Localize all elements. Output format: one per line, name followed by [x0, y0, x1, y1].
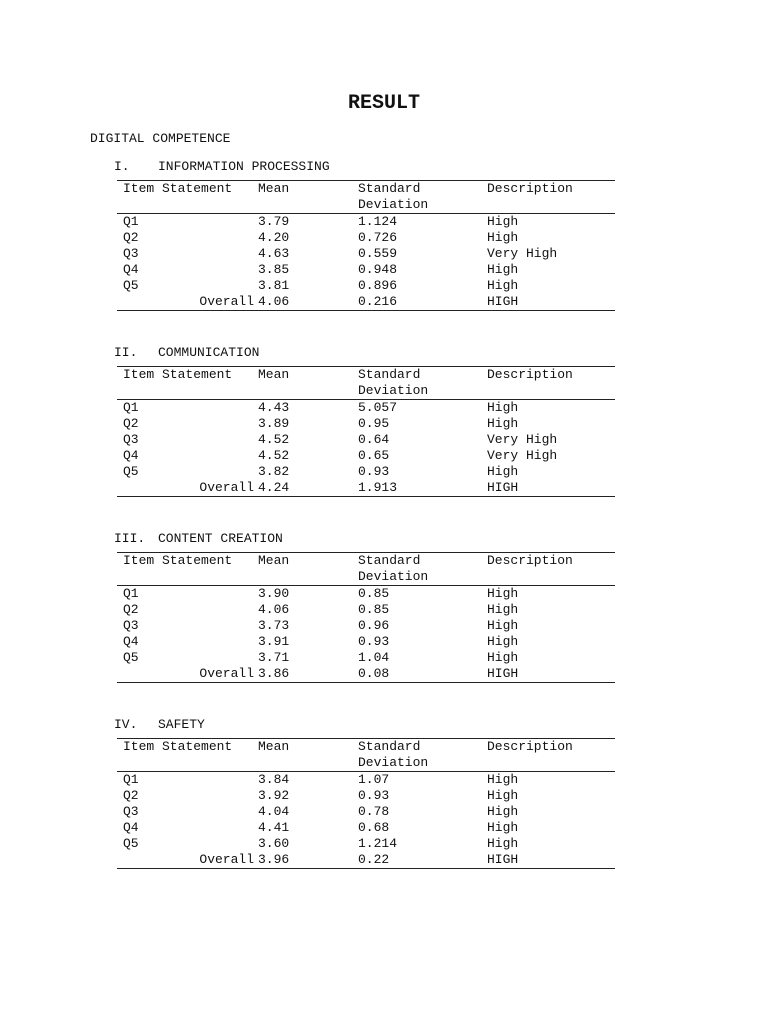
cell-sd: 0.85: [358, 602, 390, 617]
header-standard-deviation: [358, 181, 487, 214]
section-number: III.: [114, 531, 146, 546]
header-sd-line1: Standard: [358, 553, 421, 568]
header-description: Description: [487, 553, 573, 568]
header-sd-line2: Deviation: [358, 383, 429, 398]
cell-item: Q4: [123, 634, 139, 649]
header-item-statement: Item Statement: [123, 739, 233, 754]
cell-overall-description: HIGH: [487, 852, 519, 867]
cell-sd: 1.124: [358, 214, 398, 229]
cell-sd: 1.04: [358, 650, 390, 665]
cell-mean: 3.60: [258, 836, 290, 851]
cell-item: Q2: [123, 788, 139, 803]
table-row: [117, 586, 615, 603]
cell-mean: 3.92: [258, 788, 290, 803]
cell-item: Q2: [123, 230, 139, 245]
cell-sd: 0.85: [358, 586, 390, 601]
cell-description: High: [487, 400, 519, 415]
cell-mean: 4.63: [258, 246, 290, 261]
cell-sd: 1.214: [358, 836, 398, 851]
results-table: [117, 738, 615, 869]
header-description: Description: [487, 739, 573, 754]
section-group-title: DIGITAL COMPETENCE: [90, 131, 231, 146]
table-row: [117, 602, 615, 618]
header-sd-line2: Deviation: [358, 197, 429, 212]
header-item-statement: Item Statement: [123, 553, 233, 568]
cell-description: High: [487, 634, 519, 649]
results-table: [117, 366, 615, 497]
cell-description: High: [487, 650, 519, 665]
header-sd-line1: Standard: [358, 367, 421, 382]
cell-mean: 3.89: [258, 416, 290, 431]
cell-description: High: [487, 820, 519, 835]
cell-description: High: [487, 788, 519, 803]
table-header-row: [117, 367, 615, 400]
cell-mean: 3.84: [258, 772, 290, 787]
header-item-statement: Item Statement: [123, 181, 233, 196]
cell-description: High: [487, 804, 519, 819]
cell-mean: 3.71: [258, 650, 290, 665]
cell-description: High: [487, 602, 519, 617]
cell-mean: 3.81: [258, 278, 290, 293]
cell-mean: 3.82: [258, 464, 290, 479]
cell-mean: 4.20: [258, 230, 290, 245]
header-mean: Mean: [258, 739, 290, 754]
cell-description: High: [487, 464, 519, 479]
cell-mean: 4.04: [258, 804, 290, 819]
table-row: [117, 804, 615, 820]
cell-mean: 4.52: [258, 448, 290, 463]
section-name: SAFETY: [158, 717, 205, 732]
section-number: II.: [114, 345, 138, 360]
cell-item: Q3: [123, 804, 139, 819]
cell-mean: 4.43: [258, 400, 290, 415]
section-number: I.: [114, 159, 130, 174]
header-sd-line2: Deviation: [358, 755, 429, 770]
cell-description: High: [487, 772, 519, 787]
cell-description: High: [487, 214, 519, 229]
cell-mean: 3.90: [258, 586, 290, 601]
table-row: [117, 634, 615, 650]
overall-row: [117, 294, 615, 311]
cell-sd: 0.93: [358, 634, 390, 649]
cell-overall-description: HIGH: [487, 294, 519, 309]
cell-item: Q4: [123, 262, 139, 277]
cell-overall-mean: 4.06: [258, 294, 290, 309]
overall-row: [117, 666, 615, 683]
table-section: [0, 159, 768, 359]
table-row: [117, 772, 615, 789]
table-row: [117, 278, 615, 294]
cell-description: Very High: [487, 448, 558, 463]
cell-mean: 4.06: [258, 602, 290, 617]
table-row: [117, 214, 615, 231]
cell-overall-label: Overall: [199, 852, 254, 867]
cell-item: Q2: [123, 602, 139, 617]
header-description: Description: [487, 367, 573, 382]
results-table: [117, 552, 615, 683]
section-name: COMMUNICATION: [158, 345, 260, 360]
overall-row: [117, 480, 615, 497]
cell-sd: 0.93: [358, 788, 390, 803]
header-standard-deviation: [358, 553, 487, 586]
cell-description: High: [487, 836, 519, 851]
cell-item: Q1: [123, 772, 139, 787]
table-row: [117, 432, 615, 448]
cell-item: Q1: [123, 586, 139, 601]
cell-mean: 3.85: [258, 262, 290, 277]
cell-description: High: [487, 416, 519, 431]
cell-item: Q4: [123, 820, 139, 835]
cell-sd: 1.07: [358, 772, 390, 787]
cell-sd: 0.559: [358, 246, 398, 261]
cell-sd: 0.948: [358, 262, 398, 277]
section-name: INFORMATION PROCESSING: [158, 159, 330, 174]
table-row: [117, 416, 615, 432]
cell-item: Q5: [123, 650, 139, 665]
header-mean: Mean: [258, 181, 290, 196]
cell-sd: 0.896: [358, 278, 398, 293]
header-item-statement: Item Statement: [123, 367, 233, 382]
table-row: [117, 650, 615, 666]
header-mean: Mean: [258, 367, 290, 382]
table-header-row: [117, 739, 615, 772]
header-mean: Mean: [258, 553, 290, 568]
document-title: RESULT: [347, 92, 420, 115]
cell-mean: 3.91: [258, 634, 290, 649]
cell-description: Very High: [487, 246, 558, 261]
header-standard-deviation: [358, 367, 487, 400]
cell-item: Q2: [123, 416, 139, 431]
table-header-row: [117, 181, 615, 214]
table-row: [117, 464, 615, 480]
cell-overall-mean: 3.86: [258, 666, 290, 681]
cell-item: Q5: [123, 278, 139, 293]
table-row: [117, 836, 615, 852]
cell-overall-sd: 0.08: [358, 666, 390, 681]
cell-sd: 0.68: [358, 820, 390, 835]
cell-item: Q1: [123, 214, 139, 229]
cell-sd: 5.057: [358, 400, 398, 415]
section-number: IV.: [114, 717, 138, 732]
header-standard-deviation: [358, 739, 487, 772]
header-sd-line1: Standard: [358, 739, 421, 754]
cell-description: High: [487, 278, 519, 293]
cell-item: Q3: [123, 246, 139, 261]
table-section: [0, 717, 768, 917]
table-row: [117, 788, 615, 804]
cell-mean: 3.79: [258, 214, 290, 229]
cell-description: High: [487, 618, 519, 633]
cell-overall-label: Overall: [199, 480, 254, 495]
cell-sd: 0.93: [358, 464, 390, 479]
cell-sd: 0.726: [358, 230, 398, 245]
table-row: [117, 246, 615, 262]
table-section: [0, 531, 768, 731]
header-description: Description: [487, 181, 573, 196]
cell-description: High: [487, 230, 519, 245]
cell-overall-sd: 0.22: [358, 852, 390, 867]
cell-item: Q5: [123, 836, 139, 851]
cell-mean: 4.41: [258, 820, 290, 835]
cell-description: Very High: [487, 432, 558, 447]
header-sd-line1: Standard: [358, 181, 421, 196]
cell-overall-mean: 3.96: [258, 852, 290, 867]
cell-overall-sd: 1.913: [358, 480, 398, 495]
cell-item: Q1: [123, 400, 139, 415]
cell-overall-description: HIGH: [487, 480, 519, 495]
cell-item: Q3: [123, 432, 139, 447]
cell-description: High: [487, 586, 519, 601]
cell-item: Q5: [123, 464, 139, 479]
table-row: [117, 448, 615, 464]
cell-overall-mean: 4.24: [258, 480, 290, 495]
table-header-row: [117, 553, 615, 586]
cell-sd: 0.96: [358, 618, 390, 633]
section-name: CONTENT CREATION: [158, 531, 283, 546]
cell-mean: 4.52: [258, 432, 290, 447]
table-row: [117, 820, 615, 836]
table-row: [117, 262, 615, 278]
cell-mean: 3.73: [258, 618, 290, 633]
cell-sd: 0.64: [358, 432, 390, 447]
cell-sd: 0.78: [358, 804, 390, 819]
cell-overall-description: HIGH: [487, 666, 519, 681]
table-row: [117, 618, 615, 634]
cell-sd: 0.65: [358, 448, 390, 463]
table-row: [117, 230, 615, 246]
cell-overall-label: Overall: [199, 294, 254, 309]
header-sd-line2: Deviation: [358, 569, 429, 584]
cell-overall-sd: 0.216: [358, 294, 398, 309]
cell-item: Q4: [123, 448, 139, 463]
cell-overall-label: Overall: [199, 666, 254, 681]
overall-row: [117, 852, 615, 869]
cell-item: Q3: [123, 618, 139, 633]
table-section: [0, 345, 768, 545]
cell-sd: 0.95: [358, 416, 390, 431]
results-table: [117, 180, 615, 311]
table-row: [117, 400, 615, 417]
cell-description: High: [487, 262, 519, 277]
